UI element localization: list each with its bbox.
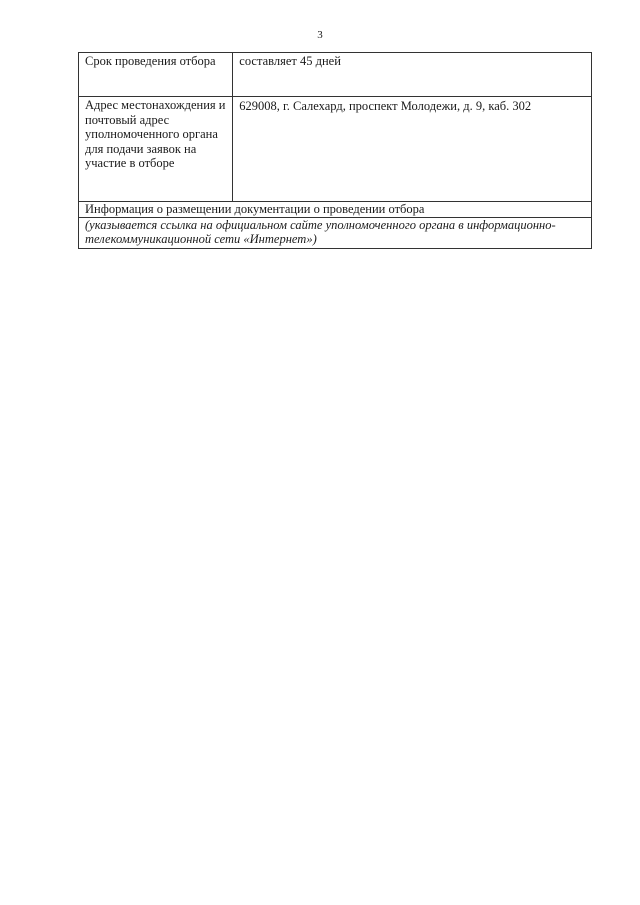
address-label: Адрес местонахождения и почтовый адрес уполномоченного органа для подачи заявок на участие в отборе xyxy=(79,97,233,202)
table-row-selection-term xyxy=(79,53,592,97)
address-value: 629008, г. Салехард, проспект Молодежи, д. 9, каб. 302 xyxy=(233,97,592,202)
selection-term-value: составляет 45 дней xyxy=(233,53,592,97)
documentation-heading: Информация о размещении документации о проведении отбора xyxy=(79,202,592,218)
table-row-address xyxy=(79,97,592,202)
selection-term-label: Срок проведения отбора xyxy=(79,53,233,97)
selection-info-table xyxy=(78,52,592,249)
page-number: 3 xyxy=(317,29,323,41)
table-row-documentation-note xyxy=(79,217,592,248)
table-row-documentation-heading xyxy=(79,202,592,218)
documentation-note: (указывается ссылка на официальном сайте уполномоченного органа в информационно-телекоммуникационной сети «Интернет») xyxy=(79,217,592,248)
